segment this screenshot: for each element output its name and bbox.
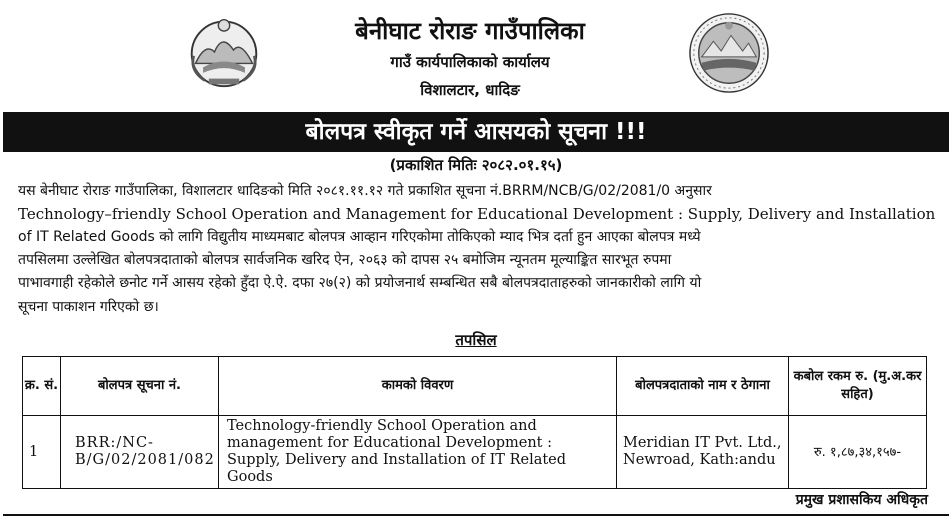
header-notice-no: बोलपत्र सूचना नं.: [61, 357, 219, 416]
cell-description: Technology-friendly School Operation and management for Educational Development : Supply, Delivery and Installation of IT Related Goods: [219, 416, 617, 489]
notice-title-band: बोलपत्र स्वीकृत गर्ने आसयको सूचना !!!: [3, 112, 949, 152]
header-sn: क्र. सं.: [23, 357, 61, 416]
header-description: कामको विवरण: [219, 357, 617, 416]
office-subtitle: गाउँ कार्यपालिकाको कार्यालय: [390, 53, 550, 71]
signoff: प्रमुख प्रशासकिय अधिकृत: [795, 492, 928, 508]
office-name: बेनीघाट रोराङ गाउँपालिका: [355, 17, 585, 45]
table-caption: तपसिल: [455, 331, 497, 349]
cell-sn: 1: [23, 416, 61, 489]
body-line-5: पाभावगाही रहेकोले छनोट गर्ने आसय रहेको हुँदा ऐ.ऐ. दफा २७(२) को प्रयोजनार्थ सम्बन्धित सबै बोलपत्रदाताहरुको जानकारीको लागि यो: [18, 275, 702, 291]
header-amount: कबोल रकम रु. (मु.अ.कर सहित): [789, 357, 927, 416]
table-header-row: [23, 357, 927, 416]
body-line-3: of IT Related Goods को लागि विद्युतीय माध्यमबाट बोलपत्र आव्हान गरिएकोमा तोकिएको म्याद भित्र दर्ता हुन आएका बोलपत्र मध्ये: [18, 229, 701, 245]
header-bidder: बोलपत्रदाताको नाम र ठेगाना: [617, 357, 789, 416]
cell-amount: रु. १,८७,३४,१५७-: [789, 416, 927, 489]
cell-notice-no: BRR:/NC-B/G/02/2081/082: [61, 416, 219, 489]
bid-table: [22, 356, 927, 489]
municipality-seal-icon: [688, 12, 770, 94]
table-row: [23, 416, 927, 489]
body-line-2: Technology–friendly School Operation and Management for Educational Development : Supply, Delivery and Installation: [18, 205, 936, 223]
cell-bidder: Meridian IT Pvt. Ltd., Newroad, Kath:andu: [617, 416, 789, 489]
published-date: (प्रकाशित मितिः २०८२.०१.१५): [389, 156, 563, 174]
office-location: विशालटार, धादिङ: [420, 81, 520, 99]
nepal-emblem-icon: [186, 14, 262, 90]
body-line-6: सूचना पाकाशन गरिएको छ।: [18, 299, 159, 315]
body-line-4: तपसिलमा उल्लेखित बोलपत्रदाताको बोलपत्र सार्वजनिक खरिद ऐन, २०६३ को दापस २५ बमोजिम न्यूनतम मूल्याङ्कित सारभूत रुपमा: [18, 252, 672, 268]
bottom-divider: [3, 514, 949, 516]
body-line-1: यस बेनीघाट रोराङ गाउँपालिका, विशालटार धादिङको मिति २०८१.११.१२ गते प्रकाशित सूचना नं.BRRM/NCB/G/02/2081/0 अनुसार: [18, 183, 712, 199]
